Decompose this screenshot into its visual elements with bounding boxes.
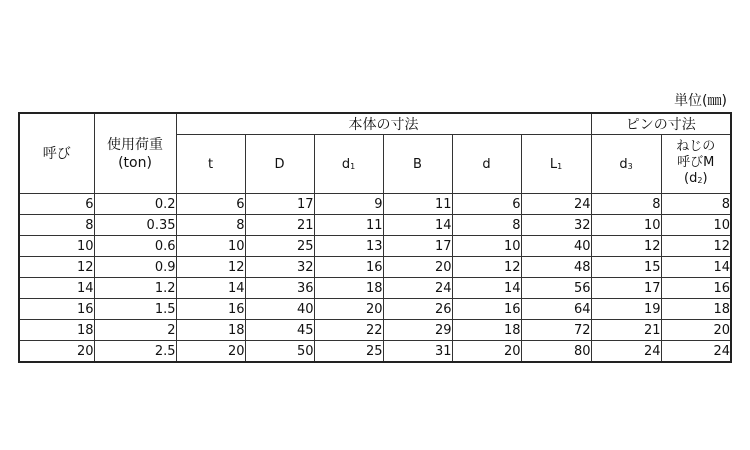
cell-d1: 9	[314, 194, 383, 215]
cell-d: 16	[452, 299, 521, 320]
table-row	[19, 278, 731, 299]
cell-load: 1.2	[94, 278, 176, 299]
cell-d: 45	[245, 320, 314, 341]
cell-b: 31	[383, 341, 452, 363]
header-L1-base: L	[549, 156, 558, 172]
cell-b: 20	[383, 257, 452, 278]
cell-t: 6	[176, 194, 245, 215]
cell-l1: 24	[521, 194, 591, 215]
cell-t: 18	[176, 320, 245, 341]
header-screw-line1: ねじの	[676, 139, 716, 154]
table-row	[19, 257, 731, 278]
cell-t: 20	[176, 341, 245, 363]
cell-load: 0.9	[94, 257, 176, 278]
cell-load: 0.6	[94, 236, 176, 257]
header-row-group	[19, 113, 731, 135]
cell-b: 11	[383, 194, 452, 215]
cell-t: 10	[176, 236, 245, 257]
cell-t: 16	[176, 299, 245, 320]
cell-screwm: 18	[661, 299, 731, 320]
cell-screwm: 8	[661, 194, 731, 215]
header-screw-open: (d	[684, 171, 698, 186]
cell-d1: 20	[314, 299, 383, 320]
table-row	[19, 341, 731, 363]
header-d3-sub: 3	[627, 161, 633, 171]
cell-d: 25	[245, 236, 314, 257]
header-d1	[314, 135, 383, 194]
cell-nominal: 20	[19, 341, 94, 363]
cell-load: 1.5	[94, 299, 176, 320]
cell-screwm: 10	[661, 215, 731, 236]
cell-nominal: 8	[19, 215, 94, 236]
cell-d: 10	[452, 236, 521, 257]
cell-l1: 32	[521, 215, 591, 236]
cell-nominal: 12	[19, 257, 94, 278]
cell-d3: 8	[591, 194, 661, 215]
cell-l1: 64	[521, 299, 591, 320]
header-L1-sub: 1	[557, 161, 563, 171]
cell-screwm: 14	[661, 257, 731, 278]
cell-b: 14	[383, 215, 452, 236]
cell-nominal: 14	[19, 278, 94, 299]
cell-b: 24	[383, 278, 452, 299]
header-d1-base: d	[341, 156, 351, 172]
header-working-load	[94, 113, 176, 194]
cell-d3: 12	[591, 236, 661, 257]
header-screw-sub: 2	[697, 176, 703, 185]
header-L1	[521, 135, 591, 194]
cell-screwm: 20	[661, 320, 731, 341]
cell-d3: 24	[591, 341, 661, 363]
header-t: t	[176, 135, 245, 194]
cell-d: 12	[452, 257, 521, 278]
cell-d1: 16	[314, 257, 383, 278]
header-nominal: 呼び	[19, 113, 94, 194]
table-row	[19, 194, 731, 215]
cell-load: 0.35	[94, 215, 176, 236]
header-B: B	[383, 135, 452, 194]
cell-l1: 40	[521, 236, 591, 257]
cell-t: 8	[176, 215, 245, 236]
cell-l1: 56	[521, 278, 591, 299]
cell-d3: 19	[591, 299, 661, 320]
header-d3-base: d	[619, 156, 628, 172]
cell-l1: 72	[521, 320, 591, 341]
cell-screwm: 24	[661, 341, 731, 363]
cell-d: 14	[452, 278, 521, 299]
cell-d: 17	[245, 194, 314, 215]
cell-d3: 21	[591, 320, 661, 341]
cell-b: 29	[383, 320, 452, 341]
table-row	[19, 320, 731, 341]
cell-t: 12	[176, 257, 245, 278]
cell-t: 14	[176, 278, 245, 299]
cell-d1: 13	[314, 236, 383, 257]
cell-d: 8	[452, 215, 521, 236]
header-screw-size	[661, 135, 731, 194]
cell-nominal: 18	[19, 320, 94, 341]
cell-load: 2.5	[94, 341, 176, 363]
cell-d1: 11	[314, 215, 383, 236]
cell-d1: 25	[314, 341, 383, 363]
cell-screwm: 16	[661, 278, 731, 299]
cell-d3: 15	[591, 257, 661, 278]
header-load-line2: (ton)	[118, 154, 152, 171]
cell-nominal: 6	[19, 194, 94, 215]
header-screw-line2: 呼びM	[677, 155, 715, 170]
cell-d: 6	[452, 194, 521, 215]
cell-d1: 18	[314, 278, 383, 299]
cell-b: 17	[383, 236, 452, 257]
header-body-dimensions: 本体の寸法	[176, 113, 591, 135]
cell-d: 21	[245, 215, 314, 236]
cell-l1: 48	[521, 257, 591, 278]
unit-label: 単位(㎜)	[674, 93, 727, 109]
cell-d1: 22	[314, 320, 383, 341]
header-d1-sub: 1	[350, 161, 356, 171]
cell-d3: 10	[591, 215, 661, 236]
cell-d: 40	[245, 299, 314, 320]
header-screw-line3	[662, 171, 731, 189]
cell-d: 36	[245, 278, 314, 299]
cell-d: 50	[245, 341, 314, 363]
cell-nominal: 16	[19, 299, 94, 320]
cell-nominal: 10	[19, 236, 94, 257]
cell-load: 2	[94, 320, 176, 341]
table-row	[19, 299, 731, 320]
cell-b: 26	[383, 299, 452, 320]
table-row	[19, 215, 731, 236]
header-pin-dimensions: ピンの寸法	[591, 113, 731, 135]
table-row	[19, 236, 731, 257]
header-D: D	[245, 135, 314, 194]
cell-d: 20	[452, 341, 521, 363]
header-screw-close: )	[702, 171, 708, 186]
cell-d: 32	[245, 257, 314, 278]
cell-load: 0.2	[94, 194, 176, 215]
header-d: d	[452, 135, 521, 194]
header-d3	[591, 135, 661, 194]
header-load-line1: 使用荷重	[107, 136, 163, 153]
dimension-table	[18, 112, 732, 363]
cell-l1: 80	[521, 341, 591, 363]
cell-d: 18	[452, 320, 521, 341]
cell-d3: 17	[591, 278, 661, 299]
cell-screwm: 12	[661, 236, 731, 257]
